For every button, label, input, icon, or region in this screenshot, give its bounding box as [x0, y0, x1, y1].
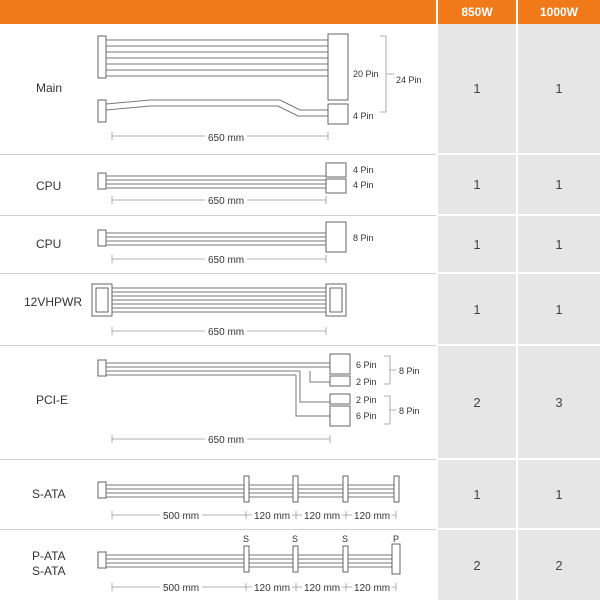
- table-row-cpu-4plus4: [0, 155, 600, 216]
- length-label: 500 mm: [160, 581, 202, 596]
- pin-label: 4 Pin: [353, 180, 374, 190]
- table-row-cpu-8pin: [0, 216, 600, 274]
- row-label: CPU: [36, 179, 62, 193]
- 12vhpwr-cable-diagram: [0, 274, 436, 346]
- pin-label: 20 Pin: [353, 69, 379, 79]
- connector-marker: S: [243, 534, 250, 544]
- pin-label: 4 Pin: [353, 111, 374, 121]
- length-label: 650 mm: [205, 131, 247, 146]
- pin-label: 6 Pin: [356, 360, 377, 370]
- left-connector: [98, 482, 106, 498]
- pin-label: 2 Pin: [356, 395, 377, 405]
- segment-label: 120 mm: [354, 583, 391, 594]
- sata-connector: [293, 476, 298, 502]
- connector-marker: S: [342, 534, 349, 544]
- cell-850w: 1: [436, 24, 516, 155]
- pin-label: 2 Pin: [356, 377, 377, 387]
- cell-1000w: 1: [516, 274, 600, 346]
- length-label: 650 mm: [205, 325, 247, 340]
- wire-bundle: [106, 555, 396, 567]
- left-connector: [98, 230, 106, 246]
- left-connector: [98, 36, 106, 78]
- left-connector: [98, 552, 106, 568]
- row-label: 12VHPWR: [24, 295, 83, 309]
- right-connector-6pin: [330, 354, 350, 374]
- segment-label: 120 mm: [254, 583, 291, 594]
- length-label: 500 mm: [160, 509, 202, 524]
- right-connector-4pin: [328, 104, 348, 124]
- cell-850w: 2: [436, 530, 516, 600]
- cpu-cable-diagram: [0, 216, 436, 274]
- table-row-12vhpwr: [0, 274, 600, 346]
- table-row-pata-sata: [0, 530, 600, 600]
- left-connector: [98, 360, 106, 376]
- right-connector-20pin: [328, 34, 348, 100]
- cell-850w: 1: [436, 155, 516, 216]
- pata-sata-cable-diagram: [0, 530, 436, 600]
- sata-connector: [244, 476, 249, 502]
- table-header: [0, 0, 600, 24]
- cpu-cable-diagram: [0, 155, 436, 216]
- table-row-sata: [0, 460, 600, 530]
- cell-850w: 2: [436, 346, 516, 460]
- bracket: [384, 396, 390, 424]
- left-connector: [98, 173, 106, 189]
- cell-1000w: 1: [516, 155, 600, 216]
- bracket: [384, 356, 390, 384]
- header-blank: [0, 0, 436, 24]
- row-label: CPU: [36, 237, 62, 251]
- length-label: 650 mm: [205, 194, 247, 209]
- segment-label: 120 mm: [254, 511, 291, 522]
- main-cable-diagram: [0, 24, 436, 155]
- sata-connector: [293, 546, 298, 572]
- right-connector-4pin: [326, 179, 346, 193]
- row-label: S-ATA: [32, 487, 66, 501]
- group-pin-label: 8 Pin: [399, 366, 420, 376]
- left-connector: [98, 100, 106, 122]
- wire-bundle: [106, 363, 330, 416]
- cell-850w: 1: [436, 460, 516, 530]
- sata-cable-diagram: [0, 460, 436, 530]
- wire-bundle: [106, 176, 326, 188]
- right-connector-6pin: [330, 406, 350, 426]
- sata-connector: [343, 476, 348, 502]
- table-row-pcie: [0, 346, 600, 460]
- total-pin-label: 24 Pin: [396, 75, 422, 85]
- cell-1000w: 1: [516, 460, 600, 530]
- segment-label: 120 mm: [354, 511, 391, 522]
- segment-label: 120 mm: [304, 511, 341, 522]
- cell-850w: 1: [436, 274, 516, 346]
- cell-1000w: 3: [516, 346, 600, 460]
- pcie-cable-diagram: [0, 346, 436, 460]
- right-connector-8pin: [326, 222, 346, 252]
- cell-1000w: 2: [516, 530, 600, 600]
- header-850w: 850W: [436, 0, 516, 24]
- row-label: S-ATA: [32, 564, 66, 578]
- length-label: 650 mm: [205, 253, 247, 268]
- connector-marker: P: [393, 534, 400, 544]
- cell-1000w: 1: [516, 24, 600, 155]
- right-connector-2pin: [330, 376, 350, 386]
- right-connector-2pin: [330, 394, 350, 404]
- wire-bundle: [106, 485, 398, 497]
- table-row-main: [0, 24, 600, 155]
- pin-label: 4 Pin: [353, 165, 374, 175]
- wire-bundle: [112, 288, 326, 312]
- group-pin-label: 8 Pin: [399, 406, 420, 416]
- sata-connector: [244, 546, 249, 572]
- row-label: P-ATA: [32, 549, 66, 563]
- connector-marker: S: [292, 534, 299, 544]
- pin-label: 8 Pin: [353, 233, 374, 243]
- wire-bundle: [106, 40, 328, 116]
- cell-1000w: 1: [516, 216, 600, 274]
- length-label: 650 mm: [205, 433, 247, 448]
- header-1000w: 1000W: [516, 0, 600, 24]
- row-label: PCI-E: [36, 393, 69, 407]
- sata-connector: [343, 546, 348, 572]
- row-label: Main: [36, 81, 63, 95]
- pin-label: 6 Pin: [356, 411, 377, 421]
- right-connector-4pin: [326, 163, 346, 177]
- segment-label: 120 mm: [304, 583, 341, 594]
- pata-connector: [392, 544, 400, 574]
- wire-bundle: [106, 233, 326, 245]
- sata-connector: [394, 476, 399, 502]
- cell-850w: 1: [436, 216, 516, 274]
- bracket: [380, 36, 386, 112]
